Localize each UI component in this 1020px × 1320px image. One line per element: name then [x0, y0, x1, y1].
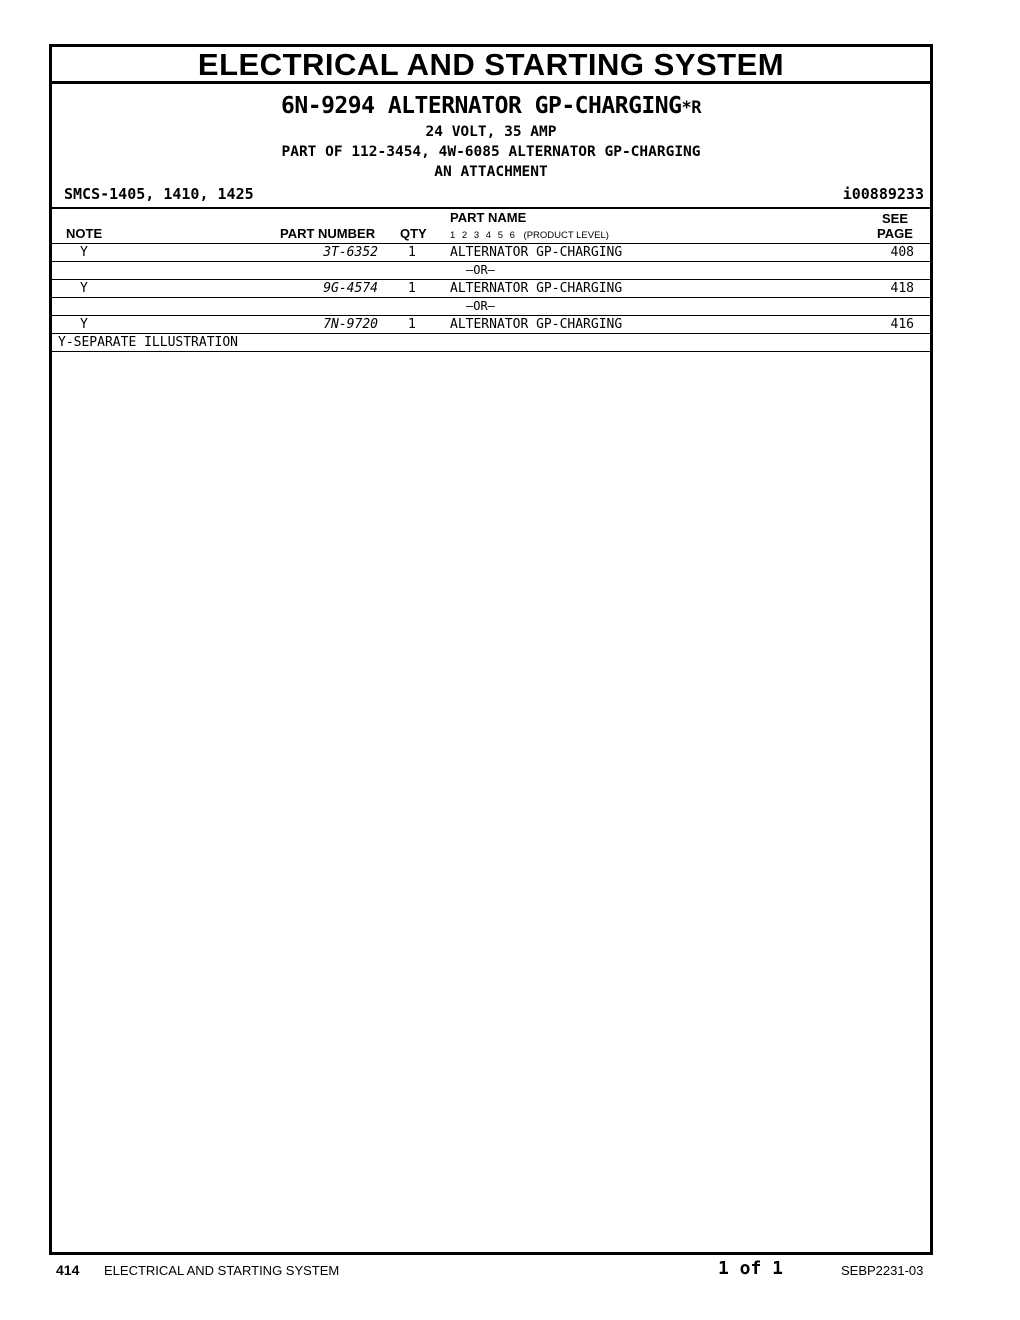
header-level-numbers: 1 2 3 4 5 6	[450, 230, 515, 241]
row-see-page: 408	[890, 245, 914, 260]
header-qty: QTY	[400, 226, 427, 241]
or-separator: —OR—	[466, 299, 495, 313]
row-qty: 1	[408, 317, 416, 332]
spec-line: 24 VOLT, 35 AMP	[425, 124, 557, 140]
row-qty: 1	[408, 245, 416, 260]
header-note: NOTE	[66, 226, 103, 241]
row-part-name: ALTERNATOR GP-CHARGING	[450, 281, 623, 296]
row-qty: 1	[408, 281, 416, 296]
row-note: Y	[80, 281, 88, 296]
parts-table	[52, 244, 930, 352]
smcs-row	[52, 185, 930, 209]
header-levels	[450, 230, 609, 241]
part-title-text: 6N-9294 ALTERNATOR GP-CHARGING	[281, 93, 682, 119]
or-separator-row	[52, 262, 930, 280]
header-see: SEE	[882, 211, 909, 226]
table-header	[52, 209, 930, 244]
page-of: 1 of 1	[718, 1258, 784, 1279]
row-part-number: 3T-6352	[323, 245, 378, 260]
header-part-name: PART NAME	[450, 210, 527, 225]
section-title: ELECTRICAL AND STARTING SYSTEM	[52, 47, 930, 84]
part-of-line: PART OF 112-3454, 4W-6085 ALTERNATOR GP-CHARGING	[281, 144, 701, 160]
header-page: PAGE	[877, 226, 913, 241]
part-title-suffix: *R	[681, 98, 701, 118]
table-row	[52, 316, 930, 334]
part-title	[52, 92, 930, 122]
header-product-level: (PRODUCT LEVEL)	[523, 230, 609, 241]
row-part-name: ALTERNATOR GP-CHARGING	[450, 317, 623, 332]
footer-section: ELECTRICAL AND STARTING SYSTEM	[104, 1263, 340, 1278]
row-see-page: 416	[890, 317, 914, 332]
page-number: 414	[56, 1262, 80, 1278]
footnote: Y-SEPARATE ILLUSTRATION	[58, 335, 239, 350]
page-footer	[56, 1258, 926, 1282]
row-note: Y	[80, 317, 88, 332]
row-note: Y	[80, 245, 88, 260]
or-separator-row	[52, 298, 930, 316]
or-separator: —OR—	[466, 263, 495, 277]
row-part-number: 7N-9720	[323, 317, 378, 332]
footnote-row	[52, 334, 930, 352]
table-row	[52, 244, 930, 262]
smcs-codes: SMCS-1405, 1410, 1425	[64, 185, 254, 203]
row-part-name: ALTERNATOR GP-CHARGING	[450, 245, 623, 260]
page-frame	[49, 44, 933, 1255]
row-part-number: 9G-4574	[323, 281, 378, 296]
table-row	[52, 280, 930, 298]
heading-block	[52, 92, 930, 182]
row-see-page: 418	[890, 281, 914, 296]
illustration-id: i00889233	[842, 185, 924, 203]
attachment-line: AN ATTACHMENT	[434, 164, 548, 180]
doc-id: SEBP2231-03	[841, 1263, 924, 1278]
header-part-number: PART NUMBER	[280, 226, 376, 241]
